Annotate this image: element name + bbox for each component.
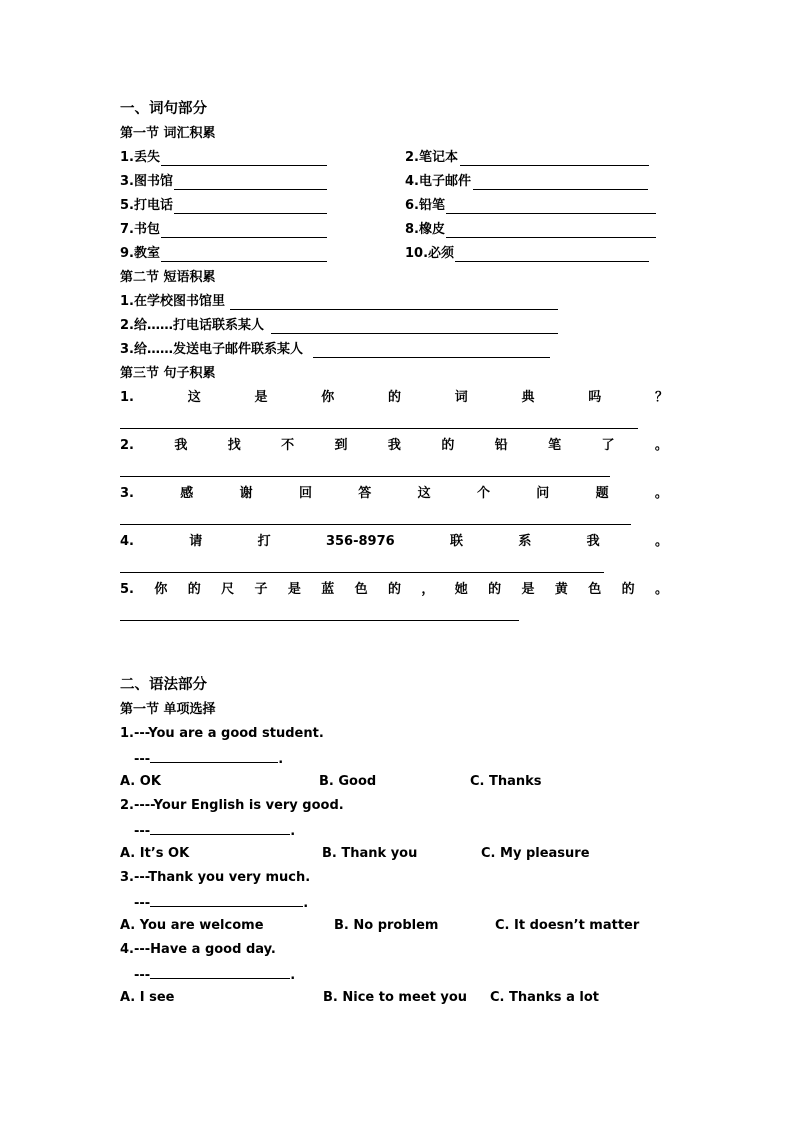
sentence-2-char: 笔 [548,438,562,453]
sentence-5-char: 她 [454,582,468,597]
sentence-section-title: 第三节 句子积累 [120,366,216,381]
sentence-3-char: 个 [476,486,490,501]
sentence-1-char: 是 [254,390,268,405]
sentence-4-char: 联 [449,534,463,549]
dash-prefix: --- [134,824,151,839]
sentence-2 [120,438,668,454]
option-3a[interactable]: A. You are welcome [120,918,264,933]
sentence-5-char: 黄 [554,582,568,597]
phrase-item-3: 3.给……发送电子邮件联系某人 [120,342,303,357]
phrase-blank-3[interactable] [313,357,550,358]
vocab-item-10: 10.必须 [405,246,455,261]
sentence-4-char: 打 [257,534,271,549]
option-3b[interactable]: B. No problem [334,918,439,933]
vocab-blank-1[interactable] [161,165,327,166]
answer-blank[interactable] [150,894,303,907]
answer-blank[interactable] [150,966,290,979]
answer-blank[interactable] [150,750,278,763]
sentence-1-char: ？ [654,390,668,405]
period: . [278,752,284,767]
vocab-item-9: 9.教室 [120,246,160,261]
sentence-3-char: 谢 [239,486,253,501]
sentence-5-char: 子 [254,582,268,597]
sentence-4-char: 系 [518,534,532,549]
sentence-3-char: 题 [595,486,609,501]
period: . [290,968,296,983]
vocab-item-8: 8.橡皮 [405,222,445,237]
vocab-item-2: 2.笔记本 [405,150,458,165]
phrase-item-2: 2.给……打电话联系某人 [120,318,264,333]
sentence-4 [120,534,668,550]
sentence-2-char: 我 [174,438,188,453]
option-3c[interactable]: C. It doesn’t matter [495,918,640,933]
sentence-answer-line-3[interactable] [120,524,631,525]
vocab-item-4: 4.电子邮件 [405,174,471,189]
sentence-5-char: 尺 [221,582,235,597]
vocab-blank-9[interactable] [161,261,327,262]
sentence-3-char: 答 [358,486,372,501]
sentence-answer-line-1[interactable] [120,428,638,429]
phrase-blank-1[interactable] [230,309,558,310]
sentence-2-char: 不 [281,438,295,453]
sentence-3 [120,486,668,502]
sentence-answer-line-2[interactable] [120,476,610,477]
sentence-1-char: 这 [187,390,201,405]
vocab-item-7: 7.书包 [120,222,160,237]
sentence-5-char: 色 [588,582,602,597]
sentence-3-char: 3. [120,486,134,501]
option-4c[interactable]: C. Thanks a lot [490,990,599,1005]
sentence-4-char: 4. [120,534,134,549]
sentence-1-char: 1. [120,390,134,405]
sentence-4-char: 请 [189,534,203,549]
answer-blank[interactable] [150,822,290,835]
option-2a[interactable]: A. It’s OK [120,846,190,861]
sentence-3-char: 回 [298,486,312,501]
answer-line-2[interactable] [134,822,295,840]
vocab-blank-2[interactable] [460,165,649,166]
answer-line-4[interactable] [134,966,295,984]
sentence-2-char: 铅 [494,438,508,453]
sentence-1-char: 你 [321,390,335,405]
sentence-5-char: 的 [387,582,401,597]
sentence-5-char: 。 [654,582,668,597]
sentence-2-char: 。 [654,438,668,453]
vocab-blank-4[interactable] [473,189,648,190]
sentence-answer-line-5[interactable] [120,620,519,621]
vocab-blank-8[interactable] [446,237,656,238]
sentence-5-char: ， [421,582,435,597]
sentence-2-char: 到 [334,438,348,453]
sentence-3-char: 感 [180,486,194,501]
choice-section-title: 第一节 单项选择 [120,702,216,717]
sentence-2-char: 找 [227,438,241,453]
answer-line-1[interactable] [134,750,283,768]
sentence-5-char: 你 [154,582,168,597]
question-4: 4.---Have a good day. [120,942,276,957]
option-4b[interactable]: B. Nice to meet you [323,990,468,1005]
option-1c[interactable]: C. Thanks [470,774,542,789]
sentence-5-char: 的 [621,582,635,597]
phrase-blank-2[interactable] [271,333,558,334]
period: . [290,824,296,839]
sentence-5-char: 5. [120,582,134,597]
option-1b[interactable]: B. Good [319,774,377,789]
dash-prefix: --- [134,968,151,983]
vocab-item-5: 5.打电话 [120,198,173,213]
sentence-2-char: 的 [441,438,455,453]
sentence-3-char: 。 [654,486,668,501]
sentence-3-char: 这 [417,486,431,501]
section1-title: 一、词句部分 [120,101,207,117]
sentence-5-char: 蓝 [321,582,335,597]
question-1: 1.---You are a good student. [120,726,324,741]
sentence-5-char: 的 [187,582,201,597]
sentence-3-char: 问 [536,486,550,501]
dash-prefix: --- [134,896,151,911]
sentence-5-char: 的 [488,582,502,597]
sentence-2-char: 了 [601,438,615,453]
sentence-1-char: 的 [387,390,401,405]
sentence-2-char: 我 [387,438,401,453]
vocab-blank-6[interactable] [446,213,656,214]
sentence-1-char: 典 [521,390,535,405]
sentence-5-char: 是 [521,582,535,597]
vocab-section-title: 第一节 词汇积累 [120,126,216,141]
answer-line-3[interactable] [134,894,308,912]
sentence-5-char: 色 [354,582,368,597]
sentence-4-char: 。 [654,534,668,549]
question-3: 3.---Thank you very much. [120,870,311,885]
vocab-blank-5[interactable] [174,213,327,214]
vocab-item-3: 3.图书馆 [120,174,173,189]
sentence-answer-line-4[interactable] [120,572,604,573]
option-2c[interactable]: C. My pleasure [481,846,590,861]
question-2: 2.----Your English is very good. [120,798,344,813]
option-4a[interactable]: A. I see [120,990,175,1005]
sentence-4-char: 我 [586,534,600,549]
sentence-2-char: 2. [120,438,134,453]
sentence-4-char: 356-8976 [325,534,395,549]
vocab-item-6: 6.铅笔 [405,198,445,213]
vocab-blank-7[interactable] [161,237,327,238]
period: . [303,896,309,911]
sentence-5 [120,582,668,598]
sentence-1-char: 吗 [588,390,602,405]
option-2b[interactable]: B. Thank you [322,846,418,861]
vocab-blank-3[interactable] [174,189,327,190]
section2-title: 二、语法部分 [120,677,207,693]
vocab-item-1: 1.丢失 [120,150,160,165]
option-1a[interactable]: A. OK [120,774,161,789]
phrase-section-title: 第二节 短语积累 [120,270,216,285]
phrase-item-1: 1.在学校图书馆里 [120,294,225,309]
sentence-1-char: 词 [454,390,468,405]
dash-prefix: --- [134,752,151,767]
sentence-5-char: 是 [287,582,301,597]
vocab-blank-10[interactable] [455,261,649,262]
sentence-1 [120,390,668,406]
